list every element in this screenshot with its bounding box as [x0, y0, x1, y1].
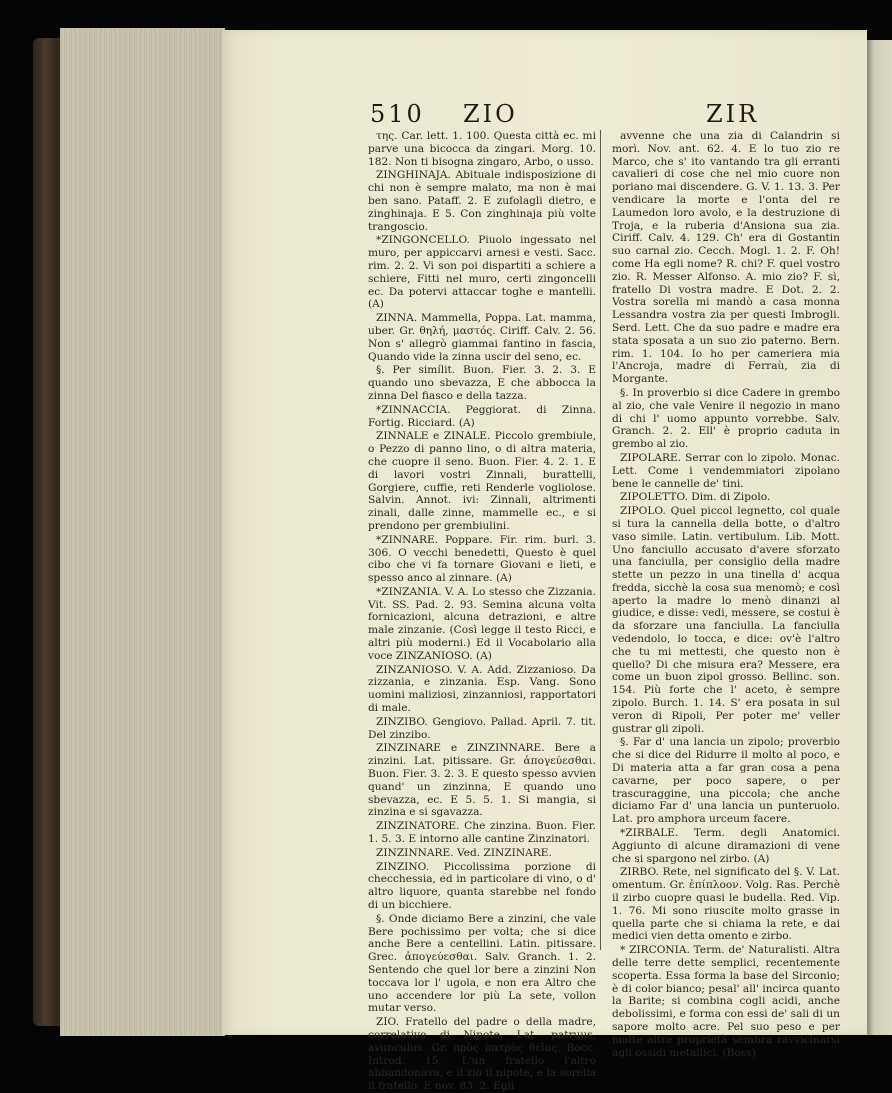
entry-paragraph: ZIPOLARE. Serrar con lo zipolo. Monac. Lett. Come i vendemmiatori zipolano bene le cannelle de' tini.	[612, 451, 840, 490]
entry-paragraph: της. Car. lett. 1. 100. Questa città ec. mi parve una bicocca da zingari. Morg. 10. 182. Non ti bisogna zingaro, Arbo, o usso.	[368, 130, 596, 168]
entry-paragraph: ZIO. Fratello del padre o della madre, correlativo di Nipote. Lat. patruus, avunculus. Gr. πρὸς πατρὸς θεῖος. Bocc. Introd. 15. L'un fratello l'altro abbandonava, e il zio il nipote, e la sorella il fratello. E nov. 83. 2. Egli	[368, 1016, 596, 1093]
entry-paragraph: *ZINGONCELLO. Piuolo ingessato nel muro, per appiccarvi arnesi e vesti. Sacc. rim. 2. 2. Vi son poi dispartiti a schiere a schiere, Fitti nel muro, certi zingoncelli ec. Da potervi attaccar toghe e mantelli. (A)	[368, 234, 596, 311]
entry-paragraph: ZINZINNARE. Ved. ZINZINARE.	[376, 846, 552, 859]
entry-paragraph: §. Per simílit. Buon. Fier. 3. 2. 3. E quando uno sbevazza, E che abbocca la zinna Del fiasco e della tazza.	[368, 364, 596, 402]
entry-paragraph: ZINNA. Mammella, Poppa. Lat. mamma, uber. Gr. θηλή, μαστός. Ciriff. Calv. 2. 56. Non s' allegrò giammai fantino in fascia, Quando vide la zinna uscir del seno, ec.	[368, 312, 596, 363]
page-number: 510	[370, 100, 425, 128]
book-spine	[33, 38, 63, 1026]
entry-paragraph: ZINNALE e ZINALE. Piccolo grembiule, o Pezzo di panno lino, o di altra materia, che cuopre il seno. Buon. Fier. 4. 2. 1. E di lavori vostri Zinnali, burattelli, Gorgiere, cuffie, reti Renderle vogliolose. Salvin. Annot. ivi: Zinnali, altrimenti zinali, dalle zinne, mammelle ec., e si prendono per grembiulini.	[368, 430, 596, 532]
entry-paragraph: ZINZINO. Piccolissima porzione di checchessia, ed in particolare di vino, o d' altro liquore, quanta starebbe nel fondo di un bicchiere.	[368, 860, 596, 912]
entry-paragraph: ZIRBO. Rete, nel significato del §. V. Lat. omentum. Gr. ἐπίπλοον. Volg. Ras. Perchè il zirbo cuopre quasi le budella. Red. Vip. 1. 76. Mi sono riuscite molto grasse in quella parte che si chiama la rete, e dai medici vien detta omento e zirbo.	[612, 866, 840, 943]
entry-paragraph: * ZIRCONIA. Term. de' Naturalisti. Altra delle terre dette semplici, recentemente scoperta. Essa forma la base del Sirconio; è di color bianco; pesal' all' incirca quanto la Barite; si combina cogli acidi, anche debolissimi, e forma con essi de' sali di un sapore molto acre. Pel suo peso e per molte altre proprietà sembra ravvicinarsi agli ossidi metallici. (Boss)	[612, 944, 840, 1059]
entry-paragraph: §. Onde diciamo Bere a zinzini, che vale Bere pochissimo per volta; che si dice anche Bere a centellini. Latin. pitissare. Grec. ἀπογεύεσθαι. Salv. Granch. 1. 2. Sentendo che quel lor bere a zinzini Non toccava lor l' ugola, e non era Altro che uno accendere lor più La sete, vollon mutar verso.	[368, 912, 596, 1015]
left-guide-word: ZIO	[463, 100, 518, 128]
entry-paragraph: §. In proverbio si dice Cadere in grembo al zio, che vale Venire il negozio in mano di chi l' uomo appunto vorrebbe. Salv. Granch. 2. 2. Ell' è proprio caduta in grembo al zio.	[612, 386, 840, 451]
entry-paragraph: *ZINZANIA. V. A. Lo stesso che Zizzania. Vit. SS. Pad. 2. 93. Semina alcuna volta fornicazioni, alcuna detrazioni, e altre male zinzanie. (Così legge il testo Ricci, e altri più moderni.) Ed il Vocabolario alla voce ZINZANIOSO. (A)	[368, 585, 596, 662]
column-divider	[600, 130, 601, 950]
right-guide-word: ZIR	[706, 100, 760, 128]
entry-paragraph: *ZIRBALE. Term. degli Anatomici. Aggiunto di alcune diramazioni di vene che si spargono nel zirbo. (A)	[612, 827, 840, 865]
page-edges	[60, 28, 225, 1036]
entry-paragraph: ZIPOLETTO. Dim. di Zipolo.	[620, 491, 771, 504]
entry-paragraph: *ZINNACCIA. Peggiorat. di Zinna. Fortig. Ricciard. (A)	[368, 403, 596, 429]
entry-paragraph: ZINZIBO. Gengiovo. Pallad. April. 7. tit. Del zinzibo.	[368, 715, 596, 741]
entry-paragraph: ZIPOLO. Quel piccol legnetto, col quale si tura la cannella della botte, o d'altro vaso simile. Latin. vertibulum. Lib. Mott. Uno fanciullo accusato d'avere sforzato una fanciulla, per consiglio della madre stette un pezzo in una tinella d' acqua fredda, sicchè la cosa sua menomò; e così aperto la madre lo menò dinanzi al giudice, e disse: vedi, messere, se costui è da sforzare una fanciulla. La fanciulla vedendolo, lo tocca, e dice: ov'è l'altro che tu mi mettesti, che questo non è quello? Di che misura era? Messere, era come un buon zipol grosso. Bellinc. son. 154. Più forte che l' aceto, è sempre zipolo. Burch. 1. 14. S' era posata in sul veron di Ripoli, Per poter me' veller gustrar gli zipoli.	[612, 505, 840, 735]
entry-paragraph: ZINZINARE e ZINZINNARE. Bere a zinzini. Lat. pitissare. Gr. ἀπογεύεσθαι. Buon. Fier. 3. 2. 3. E questo spesso avvien quand' un zinzinna, E quando uno sbevazza, ec. E 5. 5. 1. Si mangia, si zinzina e si sgavazza.	[368, 742, 596, 819]
entry-paragraph: avvenne che una zia di Calandrin si morì. Nov. ant. 62. 4. E lo tuo zio re Marco, che s' ito vantando tra gli erranti cavalieri di cose che nel mio cuore non poriano mai discendere. G. V. 1. 13. 3. Per vendicare la morte e l'onta del re Laumedon loro avolo, e la destruzione di Troja, e la ruberia d'Ansiona sua zia. Ciriff. Calv. 4. 129. Ch' era di Gostantin suo carnal zio. Cecch. Mogl. 1. 2. F. Oh! come Ha egli nome? R. chi? F. quel vostro zio. R. Messer Alfonso. A. mio zio? F. sì, fratello Di vostra madre. E Dot. 2. 2. Vostra sorella mi mandò a casa monna Lessandra vostra zia per questi Imbrogli. Serd. Lett. Che da suo padre e madre era stata sposata a un suo zio paterno. Bern. rim. 1. 104. Io ho per cameriera mia l'Ancroja, madre di Ferraù, zia di Morgante.	[612, 130, 840, 386]
entry-paragraph: ZINZANIOSO. V. A. Add. Zizzanioso. Da zizzania, e zinzania. Esp. Vang. Sono uomini maliziosi, zinzanniosi, rapportatori di male.	[368, 663, 596, 715]
entry-paragraph: ZINZINATORE. Che zinzina. Buon. Fier. 1. 5. 3. E intorno alle cantine Zinzinatori.	[368, 820, 596, 846]
entry-paragraph: ZINGHINAJA. Abituale indisposizione di chi non è sempre malato, ma non è mai ben sano. Pataff. 2. E zufolagli dietro, e zinghinaja. E 5. Con zinghinaja più volte trangoscio.	[368, 169, 596, 233]
right-column	[612, 130, 840, 1059]
left-column	[368, 130, 596, 1093]
entry-paragraph: *ZINNARE. Poppare. Fir. rim. burl. 3. 306. O vecchi benedetti, Questo è quel cibo che vi fa tornare Giovani e lieti, e spesso anco al zinnare. (A)	[368, 533, 596, 585]
entry-paragraph: §. Far d' una lancia un zipolo; proverbio che si dice del Ridurre il molto al poco, e Di materia atta a far gran cosa a pena cavarne, per poco sapere, o per trascuraggine, una piccola; che anche diciamo Far d' una lancia un punteruolo. Lat. pro amphora urceum facere.	[612, 736, 840, 826]
